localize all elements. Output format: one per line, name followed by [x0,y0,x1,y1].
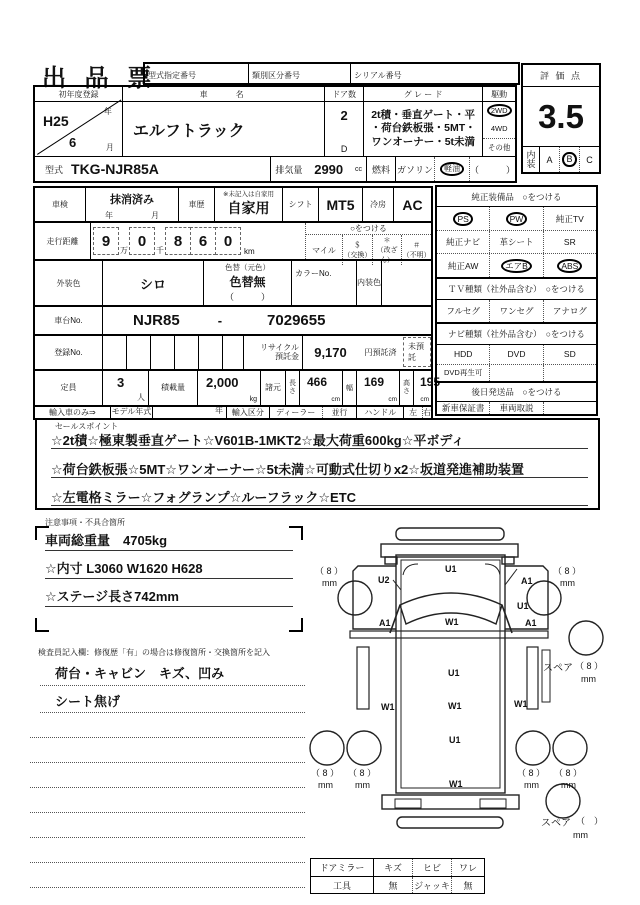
mark-bed-upper: U1 [448,668,460,678]
blank-line [30,862,305,863]
exterior-color-label: 外装色 [35,261,103,305]
right-side-rail [527,647,538,709]
interior-color-label: 内装色 [357,261,382,305]
spare-wheel-1 [569,621,603,655]
mark-bed-mid: W1 [448,701,462,711]
recycle-label-1: リサイクル [260,342,299,352]
tread-rear-right-inner: （ 8 ） [517,768,546,778]
cool-value: AC [402,196,423,213]
grade-text [364,102,483,156]
shift-value: MT5 [319,188,363,221]
tools-label: 工具 [311,877,374,893]
spare1-label: スペア [543,663,573,674]
mileage-circle-note: ○をつける [306,223,431,235]
interior-grade-a: A [540,147,560,172]
mark-left-fender: A1 [379,618,391,628]
mirror-crack: ヒビ [413,859,452,876]
notes-line2: ☆内寸 L3060 W1620 H628 [45,558,293,579]
equip-sr: SR [563,237,576,248]
rear-right-inner-wheel [516,731,550,765]
blank-line [30,837,305,838]
man-suffix: 万 [120,246,128,256]
tread-rear-right-outer: （ 8 ） [554,768,583,778]
length-value: 466 [307,374,328,389]
sales-point-line2: ☆荷台鉄板張☆5MT☆ワンオーナー☆5t未満☆可動式仕切りx2☆坂道発進補助装置 [51,459,588,478]
mark-bed-lower: U1 [449,735,461,745]
class-code-box [249,64,351,83]
length-label: 長さ [286,371,300,405]
rear-bar [382,795,519,809]
doors-sub: D [340,144,348,155]
inspector-entry1: 荷台・キャビン キズ、凹み [40,663,305,686]
evaluation-box [521,63,601,174]
mark-right-door: U1 [517,601,529,611]
blank-line [30,887,305,888]
displacement-unit: cc [354,165,362,173]
equip-aw: 純正AW [437,254,490,277]
chassis-serial: 7029655 [267,311,326,329]
recycle-not-deposited: 未預託 [403,337,431,367]
inspector-entry2: シート焦げ [40,691,305,713]
cool-label: 冷房 [363,188,394,221]
mile-label: マイル [306,235,343,265]
serial-box [351,64,518,83]
height-unit: cm [420,396,429,403]
load-label: 積載量 [149,371,198,405]
evaluation-score: 3.5 [538,97,584,135]
rear-left-outer-wheel [310,731,344,765]
svg-text:mm: mm [561,780,576,790]
handle-right: 右 [423,408,432,417]
history-value: 自家用 [227,200,270,216]
interior-grade-b-circled: B [562,152,576,167]
width-value: 169 [364,374,385,389]
mileage-digit-4: 6 [190,227,216,255]
erased-month-suffix: 月 [151,211,159,221]
handle-left: 左 [404,407,423,418]
vehicle-table [33,85,517,183]
later-ship-header: 後日発送品 ○をつける [437,381,596,402]
erased-year-suffix: 年 [105,211,113,221]
equipment-box [435,185,598,416]
mark-right-rail: W1 [514,699,528,709]
fuel-label: 燃料 [367,157,396,181]
notes-label: 注意事項・不具合箇所 [45,518,125,527]
tv-oneseg: ワンセグ [490,300,543,322]
mileage-digit-man: 9 [93,227,119,255]
model-year-suffix: 年 [215,406,224,415]
opt2-text: （改ざん） [376,247,398,265]
blank-line [30,737,305,738]
mark-left-mirror: U2 [378,575,390,585]
grade-line1: 2t積・垂直ゲート・平 [371,108,476,121]
handle-label: ハンドル [357,407,404,418]
import-division-label: 輸入区分 [227,407,270,418]
doors-value: 2 [340,108,348,123]
equip-abs-circled: ABS [557,259,582,273]
notes-line3: ☆ステージ長さ742mm [45,586,293,607]
inspector-label: 検査員記入欄：修復歴「有」の場合は修復箇所・交換箇所を記入 [38,648,270,657]
sen-suffix: 千 [156,246,164,256]
sales-point-line1: ☆2t積☆極東製垂直ゲート☆V601B-1MKT2☆最大荷重600kg☆平ボディ [51,430,588,449]
serial-label: シリアル番号 [354,71,402,80]
later-manual: 車両取説 [490,402,543,414]
car-name: エルフトラック [132,122,245,140]
svg-text:mm: mm [560,578,575,588]
load-value: 2,000 [206,374,239,390]
model-designation-box [145,64,249,83]
registration-no-label: 登録No. [35,336,103,369]
drive-2wd-circled: 2WD [487,104,512,117]
class-code-label: 類別区分番号 [252,71,300,80]
svg-text:mm: mm [318,780,333,790]
mark-windshield: W1 [445,617,459,627]
equip-ps-circled: PS [453,212,472,226]
details-table [33,186,441,420]
spare1-tread: （ 8 ） [575,661,604,671]
interior-grade-c: C [586,154,593,165]
sales-points-label: セールスポイント [55,422,119,431]
tv-fullseg: フルセグ [437,300,490,322]
front-bumper [396,528,504,540]
width-unit: cm [388,396,397,403]
opt1-symbol: ＄ [353,242,361,250]
spare2-label: スペア [541,818,571,829]
color-change-paren: （ ） [224,292,270,303]
shift-label: シフト [283,188,319,221]
erased-value: 抹消済み [110,194,154,207]
tv-type-header: ＴＶ種類（社外品含む） ○をつける [437,277,596,300]
color-change-label: 色替（元色） [225,263,270,273]
tread-front-left: （ 8 ） [315,566,344,576]
tread-front-right: （ 8 ） [553,566,582,576]
tools-value: 無 [374,877,413,893]
navi-sd: SD [563,349,576,360]
model-designation-label: 型式指定番号 [148,71,196,80]
reg-year: H25 [43,113,69,129]
mark-right-fender: A1 [525,618,537,628]
history-note: ※未記入は自家用 [223,191,274,198]
blank-line [30,787,305,788]
chassis-dash: - [217,312,223,328]
height-label: 高さ [400,371,414,405]
mileage-digit-3: 8 [165,227,191,255]
navi-hdd: HDD [437,345,490,363]
evaluation-label: 評 価 点 [523,65,599,87]
chassis-no-label: 車台No. [35,307,103,333]
equip-airbag-circled: エアB [501,259,532,273]
mark-right-top: A1 [521,576,533,586]
front-left-wheel [338,581,372,615]
svg-text:mm: mm [573,830,588,840]
shaken-label: 車検 [35,188,86,221]
later-warranty: 新車保証書 [437,402,490,414]
opt2-symbol: ＊ [383,237,391,245]
mileage-unit: km [244,247,255,257]
blank-line [30,762,305,763]
tv-analog: アナログ [552,306,587,317]
page-title: 出 品 票 [42,65,158,92]
tread-rear-left-outer: （ 8 ） [311,768,340,778]
length-unit: cm [331,396,340,403]
spec-label: 諸元 [261,371,286,405]
grade-line3: ワンオーナー・5t未満 [371,135,476,148]
grade-label: グ レ ー ド [364,87,483,102]
rear-right-outer-wheel [553,731,587,765]
mileage-digits [91,223,305,259]
first-reg-label: 初年度登録 [35,87,122,102]
fuel-paren: （ ） [469,164,515,175]
opt3-text: （不明） [402,252,431,260]
sales-points-box [35,418,600,510]
drive-label: 駆動 [483,87,515,102]
mirror-scratch: キズ [374,859,413,876]
front-right-wheel [527,581,561,615]
height-value: 195 [420,374,441,389]
import-only-label: 輸入車のみ⇒ [35,407,111,418]
import-parallel: 並行 [323,407,358,418]
load-unit: kg [249,396,257,403]
mirror-tools-table [310,858,485,894]
mileage-digit-5: 0 [215,227,241,255]
svg-text:mm: mm [322,578,337,588]
svg-text:mm: mm [581,674,596,684]
car-name-label: 車 名 [123,87,324,102]
interior-color-value [382,261,431,305]
truck-diagram [305,523,640,855]
navi-dvd: DVD [490,345,543,363]
interior-label: 内装 [523,147,540,172]
jack-label: ジャッキ [413,877,452,893]
opt1-text: （交換） [343,252,372,260]
sales-point-line3: ☆左電格ミラー☆フォグランプ☆ルーフラック☆ETC [51,487,588,506]
reg-month: 6 [69,135,77,151]
opt3-symbol: ＃ [413,242,421,250]
spare2-tread: （ ） [576,816,604,826]
chassis-prefix: NJR85 [133,311,180,329]
mirror-break: ワレ [458,863,477,873]
capacity-label: 定員 [35,371,103,405]
jack-value: 無 [463,880,473,891]
recycle-label-2: 預託金 [275,352,299,362]
tread-rear-left-inner: （ 8 ） [348,768,377,778]
notes-box [35,526,303,632]
first-reg-cell [35,102,122,156]
model-label: 型式 [45,164,64,175]
left-side-rail [357,647,369,709]
rear-bumper [397,817,503,828]
navi-dvd-play: DVD再生可 [437,365,490,381]
history-label: 車歴 [179,188,215,221]
capacity-value: 3 [117,374,125,390]
model-code: TKG-NJR85A [71,161,159,178]
equip-leather: 革シート [490,231,543,253]
svg-text:mm: mm [524,780,539,790]
recycle-deposited-label: 円預託済 [364,347,397,357]
door-mirror-label: ドアミラー [311,859,374,876]
reg-year-suffix: 年 [103,107,112,116]
equipment-header: 純正装備品 ○をつける [437,187,596,207]
import-dealer: ディーラー [270,407,323,418]
navi-type-header: ナビ種類（社外品含む） ○をつける [437,322,596,345]
reg-month-suffix: 月 [105,143,114,153]
displacement-value: 2990 [314,161,344,177]
color-change-value: 色替無 [229,275,266,290]
blank-line [30,812,305,813]
rear-left-inner-wheel [347,731,381,765]
grade-line2: ・荷台鉄板張・5MT・ [370,122,476,135]
svg-text:mm: mm [355,780,370,790]
registration-no-cells [103,336,243,369]
drive-other: その他 [483,138,515,157]
mark-left-rail: W1 [381,702,395,712]
recycle-amount: 9,170 [314,344,347,360]
mark-cab-top: U1 [445,564,457,574]
drive-4wd: 4WD [490,124,508,134]
mileage-label: 走行距離 [35,223,91,259]
doors-label: ドア数 [325,87,363,102]
model-year-label: モデル年式 [111,407,154,418]
notes-line1: 車両総重量 4705kg [45,530,293,551]
displacement-label: 排気量 [275,164,303,175]
fuel-gasoline: ガソリン [396,157,435,181]
equip-tv: 純正TV [555,213,584,224]
fuel-diesel-circled: 軽油 [440,162,464,176]
color-no-label: カラーNo. [295,269,332,279]
equip-navi: 純正ナビ [437,231,490,253]
width-label: 幅 [343,371,357,405]
equip-pw-circled: PW [506,212,528,226]
capacity-unit: 人 [137,393,145,402]
mileage-digit-sen: 0 [129,227,155,255]
exterior-color-value: シロ [103,261,204,305]
mark-bed-bottom: W1 [449,779,463,789]
